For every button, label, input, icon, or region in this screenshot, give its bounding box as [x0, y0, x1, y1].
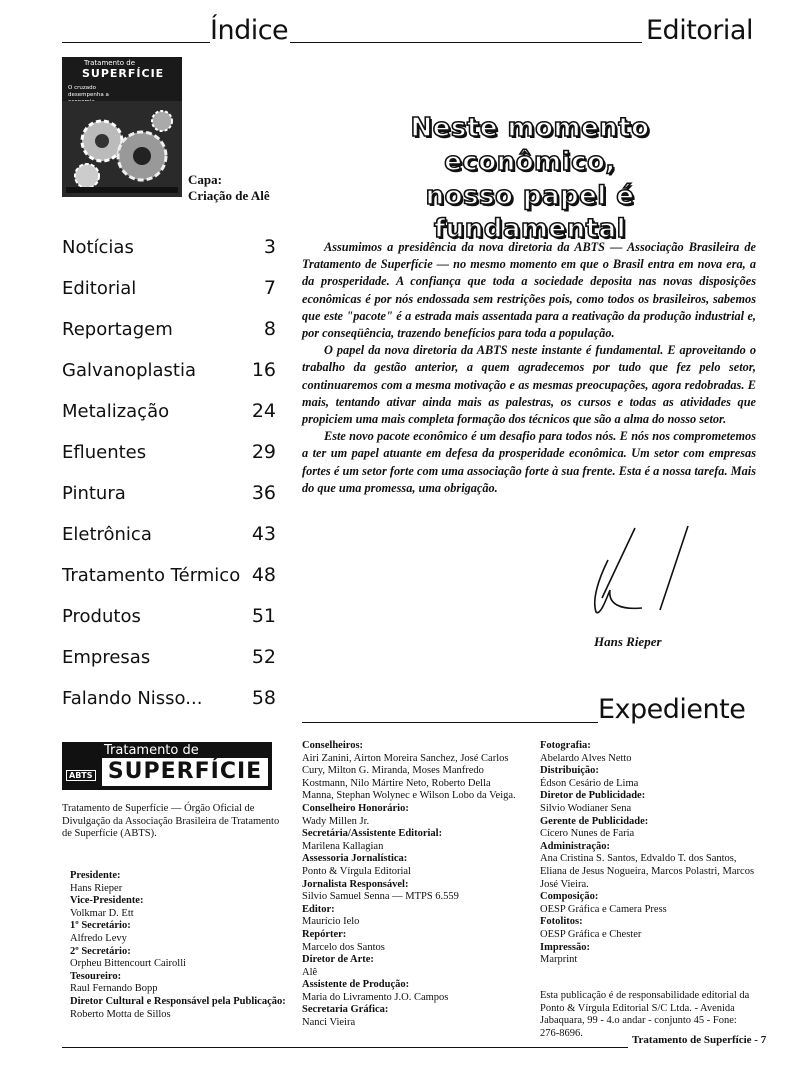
board-value: Alfredo Levy [70, 932, 127, 944]
staff-value: OESP Gráfica e Camera Press [540, 903, 667, 915]
toc-item[interactable] [62, 564, 276, 592]
board-list [70, 870, 296, 1021]
staff-right [540, 740, 758, 967]
staff-label: Impressão: [540, 941, 590, 953]
toc-item-label: Eletrônica [62, 524, 152, 545]
header-rule-left [62, 42, 210, 43]
staff-value: Cícero Nunes de Faria [540, 828, 635, 840]
staff-value: Silvio Wodianer Sena [540, 802, 632, 814]
toc-item[interactable] [62, 687, 276, 715]
editorial-heading: Editorial [646, 15, 753, 46]
toc-item-label: Efluentes [62, 442, 147, 463]
toc-item-page: 16 [251, 359, 276, 381]
editorial-title-line1: Neste momento econômico, [410, 113, 650, 177]
expediente-heading: Expediente [598, 694, 746, 725]
staff-label: Distribuição: [540, 765, 599, 777]
staff-label: Repórter: [302, 928, 347, 940]
staff-middle [302, 740, 522, 1030]
signature [580, 520, 710, 620]
staff-value: Wady Millen Jr. [302, 815, 370, 827]
staff-label: Fotolitos: [540, 916, 583, 928]
board-label: 2º Secretário: [70, 945, 131, 957]
board-value: Hans Rieper [70, 882, 123, 894]
staff-label: Administração: [540, 840, 610, 852]
editorial-paragraph: Este novo pacote econômico é um desafio para todos nós. E nós nos comprometemos a ter um papel atuante em defesa da prosperidade econômica. Um setor com empresas fortes é um setor forte com uma associação forte à sua frente. Esta é a nossa tarefa. Mais do que uma promessa, uma obrigação. [302, 429, 756, 495]
toc-item[interactable] [62, 646, 276, 674]
staff-value: Airi Zanini, Airton Moreira Sanchez, José Carlos Cury, Milton G. Miranda, Moses Manfredo Kostmann, Nilo Mártire Neto, Roberto Della Manna, Stephan Wolynec e Wilson Lobo da Veiga. [302, 752, 516, 802]
toc-item[interactable] [62, 605, 276, 633]
staff-value: Maurício Ielo [302, 916, 360, 928]
toc-item[interactable] [62, 482, 276, 510]
staff-value: Édson Cesário de Lima [540, 777, 639, 789]
toc-item-label: Notícias [62, 237, 134, 258]
toc-item-label: Falando Nisso... [62, 688, 203, 709]
toc-item-page: 36 [251, 482, 276, 504]
staff-value: Alê [302, 966, 318, 978]
toc-item[interactable] [62, 318, 276, 346]
staff-label: Assistente de Produção: [302, 979, 410, 991]
cover-mini-tagline: O cruzado desempenha a [68, 85, 109, 98]
staff-value: Marprint [540, 954, 578, 966]
toc-item[interactable] [62, 359, 276, 387]
logo-main-text: SUPERFÍCIE [102, 758, 268, 786]
staff-value: Maria do Livramento J.O. Campos [302, 991, 449, 1003]
toc-item[interactable] [62, 441, 276, 469]
magazine-logo [62, 742, 272, 790]
editorial-title [340, 112, 720, 247]
board-label: 1º Secretário: [70, 920, 131, 932]
toc-item-page: 3 [263, 236, 276, 258]
editorial-paragraph: Assumimos a presidência da nova diretoria da ABTS — Associação Brasileira de Tratamento de Superfície — no mesmo momento em que o Brasil entra em nova era, a da prosperidade. A confiança que toda a sociedade deposita nas novas disposições econômicas é por nós endossada sem restrições pois, como todos os brasileiros, sabemos que este "pacote" é a estrada mais assentada para a reativação da produção industrial e, por conseqüência, trazendo benefícios para toda a população. [302, 240, 756, 341]
toc-item-label: Produtos [62, 606, 141, 627]
publication-description: Tratamento de Superfície — Órgão Oficial de Divulgação da Associação Brasileira de Tratamento de Superfície (ABTS). [62, 803, 280, 840]
toc-item-label: Empresas [62, 647, 151, 668]
staff-label: Secretária/Assistente Editorial: [302, 828, 443, 840]
staff-label: Secretaria Gráfica: [302, 1004, 389, 1016]
board-label: Diretor Cultural e Responsável pela Publicação: [70, 995, 286, 1007]
staff-label: Diretor de Arte: [302, 954, 374, 966]
toc-item-page: 7 [263, 277, 276, 299]
board-label: Tesoureiro: [70, 970, 122, 982]
editorial-title-line2: nosso papel é fundamental [425, 180, 635, 245]
expediente-rule [302, 722, 598, 723]
board-label: Vice-Presidente: [70, 895, 144, 907]
toc-item-page: 24 [251, 400, 276, 422]
board-value: Orpheu Bittencourt Cairolli [70, 958, 187, 970]
footer-rule [62, 1047, 628, 1048]
staff-label: Jornalista Responsável: [302, 878, 409, 890]
staff-value: Abelardo Alves Netto [540, 752, 632, 764]
staff-value: Ponto & Vírgula Editorial [302, 865, 411, 877]
toc-item-page: 8 [263, 318, 276, 340]
toc-item-label: Metalização [62, 401, 170, 422]
staff-label: Composição: [540, 891, 599, 903]
toc-item[interactable] [62, 523, 276, 551]
toc-item[interactable] [62, 277, 276, 305]
staff-value: OESP Gráfica e Chester [540, 928, 642, 940]
board-value: Raul Fernando Bopp [70, 983, 158, 995]
staff-value: Silvio Samuel Senna — MTPS 6.559 [302, 891, 459, 903]
toc-item-page: 51 [251, 605, 276, 627]
toc-item-label: Galvanoplastia [62, 360, 197, 381]
staff-label: Diretor de Publicidade: [540, 790, 646, 802]
staff-value: Nanci Vieira [302, 1017, 356, 1029]
staff-value: Marcelo dos Santos [302, 941, 385, 953]
header-rule-middle [290, 42, 642, 43]
cover-caption-label: Capa: [188, 172, 222, 187]
toc-item-label: Reportagem [62, 319, 173, 340]
staff-label: Conselheiro Honorário: [302, 802, 409, 814]
toc-item-page: 29 [251, 441, 276, 463]
board-label: Presidente: [70, 870, 121, 881]
staff-label: Fotografia: [540, 740, 591, 751]
staff-value: Ana Cristina S. Santos, Edvaldo T. dos Santos, Eliana de Jesus Nogueira, Marcos Polastri, Marcos José Vieira. [540, 853, 755, 890]
logo-top-text: Tratamento de [104, 743, 199, 758]
responsibility-note: Esta publicação é de responsabilidade editorial da Ponto & Vírgula Editorial S/C Ltda. - Avenida Jabaquara, 99 - 4.o andar - conjunto 45 - Fone: 276-8696. [540, 990, 750, 1039]
signature-name: Hans Rieper [594, 634, 662, 649]
cover-caption [188, 172, 270, 204]
toc-item[interactable] [62, 236, 276, 264]
staff-label: Gerente de Publicidade: [540, 815, 649, 827]
staff-label: Editor: [302, 903, 335, 915]
toc-item-page: 58 [251, 687, 276, 709]
staff-label: Conselheiros: [302, 740, 364, 751]
editorial-body [302, 239, 756, 497]
staff-value: Marilena Kallagian [302, 840, 384, 852]
editorial-paragraph: O papel da nova diretoria da ABTS neste instante é fundamental. E aproveitando o trabalho da gestão anterior, a quem agradecemos por tudo que fez pelo setor, continuaremos com a mesma motivação e as mesmas preocupações, agora redobradas. E mais, tentando ativar ainda mais as palestras, os cursos e todas as atividades que propiciem uma mais completa formação dos técnicos que são a alma do nosso setor. [302, 343, 756, 427]
toc-item-label: Tratamento Térmico [62, 565, 241, 586]
toc-item-page: 52 [251, 646, 276, 668]
cover-mini-top: Tratamento de [84, 59, 136, 67]
footer-text: Tratamento de Superfície - 7 [632, 1034, 767, 1046]
toc-item-page: 48 [251, 564, 276, 586]
cover-caption-value: Criação de Alê [188, 188, 270, 203]
toc-item-label: Pintura [62, 483, 126, 504]
staff-label: Assessoria Jornalística: [302, 853, 408, 865]
logo-badge: ABTS [66, 770, 96, 781]
board-value: Volkmar D. Ett [70, 907, 134, 919]
toc-item-page: 43 [251, 523, 276, 545]
toc-item[interactable] [62, 400, 276, 428]
board-value: Roberto Motta de Sillos [70, 1008, 171, 1020]
cover-gears-illustration [62, 101, 182, 197]
cover-mini-title: SUPERFÍCIE [82, 67, 165, 80]
toc-item-label: Editorial [62, 278, 137, 299]
index-heading: Índice [210, 15, 289, 46]
cover-thumbnail [62, 57, 182, 197]
